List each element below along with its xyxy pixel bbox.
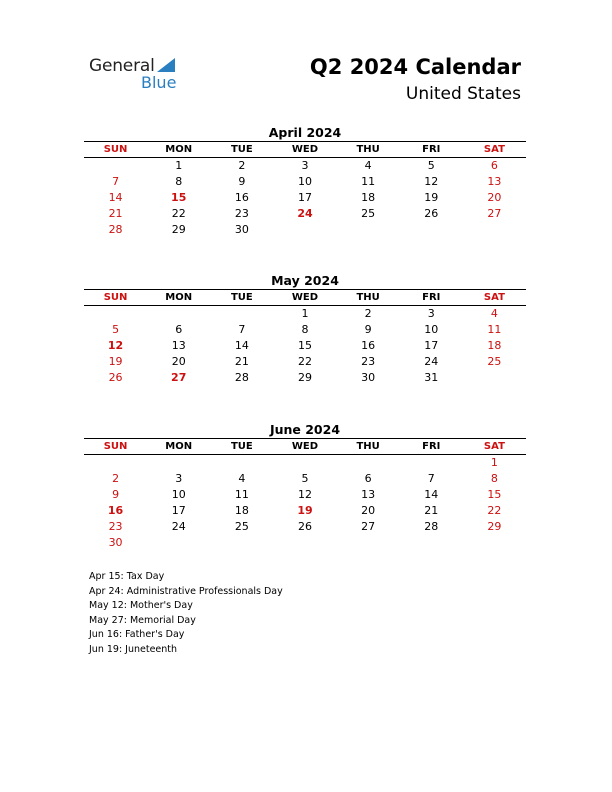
holiday-item: Jun 16: Father's Day <box>89 629 185 640</box>
month-title: April 2024 <box>268 125 342 140</box>
day-cell: 7 <box>427 472 435 485</box>
day-cell: 11 <box>361 175 376 188</box>
day-cell: 19 <box>108 355 123 368</box>
day-cell: 6 <box>490 159 498 172</box>
weekday-label: THU <box>356 144 380 155</box>
weekday-label: SUN <box>103 144 128 155</box>
day-cell: 8 <box>175 175 183 188</box>
day-cell: 30 <box>108 536 123 549</box>
weekday-label: MON <box>165 144 193 155</box>
day-cell: 1 <box>490 456 498 469</box>
day-cell: 29 <box>171 223 186 236</box>
weekday-label: FRI <box>422 441 441 452</box>
day-cell: 17 <box>297 191 312 204</box>
day-cell: 31 <box>424 371 439 384</box>
empty-day-cell <box>463 222 526 238</box>
day-cell: 28 <box>108 223 123 236</box>
day-cell: 30 <box>361 371 376 384</box>
empty-day-cell <box>84 306 147 322</box>
day-cell: 18 <box>234 504 249 517</box>
holiday-item: May 12: Mother's Day <box>89 600 193 611</box>
day-cell: 28 <box>424 520 439 533</box>
day-cell: 19 <box>297 504 313 517</box>
day-cell: 9 <box>112 488 120 501</box>
day-cell: 2 <box>238 159 246 172</box>
day-cell: 1 <box>301 307 309 320</box>
empty-day-cell <box>273 222 336 238</box>
day-cell: 8 <box>490 472 498 485</box>
day-cell: 6 <box>364 472 372 485</box>
page-subtitle: United States <box>405 84 521 104</box>
month-june <box>84 422 526 551</box>
weekday-label: THU <box>356 292 380 303</box>
empty-day-cell <box>210 455 273 471</box>
day-cell: 5 <box>301 472 309 485</box>
empty-day-cell <box>273 455 336 471</box>
holiday-item: Apr 24: Administrative Professionals Day <box>89 585 283 597</box>
day-cell: 25 <box>361 207 376 220</box>
empty-day-cell <box>147 455 210 471</box>
day-cell: 13 <box>361 488 376 501</box>
day-cell: 26 <box>108 371 123 384</box>
day-cell: 29 <box>487 520 502 533</box>
day-cell: 15 <box>487 488 502 501</box>
day-cell: 10 <box>171 488 186 501</box>
day-cell: 18 <box>487 339 502 352</box>
empty-day-cell <box>273 535 336 551</box>
holiday-item: Jun 19: Juneteenth <box>89 643 178 655</box>
day-cell: 24 <box>171 520 186 533</box>
day-cell: 4 <box>490 307 498 320</box>
day-grid <box>84 306 526 386</box>
day-cell: 14 <box>234 339 249 352</box>
day-cell: 19 <box>424 191 439 204</box>
weekday-header <box>84 142 526 157</box>
empty-day-cell <box>400 222 463 238</box>
month-may <box>84 273 526 386</box>
day-cell: 2 <box>112 472 120 485</box>
day-cell: 28 <box>234 371 249 384</box>
day-cell: 26 <box>297 520 312 533</box>
logo-triangle-icon <box>157 58 175 72</box>
day-cell: 16 <box>107 504 124 517</box>
empty-day-cell <box>210 306 273 322</box>
logo-text-general: General <box>89 56 155 76</box>
empty-day-cell <box>400 535 463 551</box>
empty-day-cell <box>147 306 210 322</box>
day-cell: 1 <box>175 159 183 172</box>
day-cell: 29 <box>297 371 312 384</box>
weekday-label: WED <box>291 441 319 452</box>
weekday-label: SAT <box>483 441 505 452</box>
day-cell: 10 <box>424 323 439 336</box>
day-cell: 11 <box>487 323 502 336</box>
day-cell: 25 <box>234 520 249 533</box>
day-cell: 23 <box>234 207 249 220</box>
month-title: May 2024 <box>271 273 339 288</box>
weekday-label: WED <box>291 144 319 155</box>
day-cell: 14 <box>108 191 123 204</box>
logo-text-blue: Blue <box>141 73 177 92</box>
day-cell: 22 <box>171 207 186 220</box>
day-cell: 7 <box>112 175 120 188</box>
day-cell: 2 <box>364 307 372 320</box>
month-april <box>84 125 526 238</box>
weekday-label: TUE <box>230 292 253 303</box>
day-cell: 21 <box>234 355 249 368</box>
empty-day-cell <box>463 370 526 386</box>
day-grid <box>84 158 526 238</box>
day-cell: 22 <box>487 504 502 517</box>
day-cell: 20 <box>361 504 376 517</box>
weekday-label: MON <box>165 441 193 452</box>
day-cell: 13 <box>487 175 502 188</box>
day-cell: 9 <box>364 323 372 336</box>
day-cell: 21 <box>108 207 123 220</box>
day-grid <box>84 455 526 551</box>
day-cell: 5 <box>112 323 120 336</box>
generalblue-logo <box>89 56 189 96</box>
weekday-label: FRI <box>422 292 441 303</box>
day-cell: 7 <box>238 323 246 336</box>
day-cell: 3 <box>301 159 309 172</box>
day-cell: 6 <box>175 323 183 336</box>
day-cell: 24 <box>424 355 439 368</box>
day-cell: 11 <box>234 488 249 501</box>
day-cell: 14 <box>424 488 439 501</box>
day-cell: 4 <box>364 159 372 172</box>
day-cell: 10 <box>297 175 312 188</box>
day-cell: 15 <box>171 191 187 204</box>
day-cell: 16 <box>234 191 249 204</box>
weekday-label: SUN <box>103 292 128 303</box>
day-cell: 23 <box>361 355 376 368</box>
holiday-list <box>89 570 283 657</box>
day-cell: 3 <box>175 472 183 485</box>
day-cell: 20 <box>171 355 186 368</box>
day-cell: 12 <box>107 339 124 352</box>
empty-day-cell <box>400 455 463 471</box>
day-cell: 27 <box>361 520 376 533</box>
day-cell: 26 <box>424 207 439 220</box>
day-cell: 21 <box>424 504 439 517</box>
empty-day-cell <box>337 535 400 551</box>
weekday-label: SUN <box>103 441 128 452</box>
day-cell: 17 <box>424 339 439 352</box>
page-title: Q2 2024 Calendar <box>309 55 521 79</box>
day-cell: 12 <box>297 488 312 501</box>
weekday-label: SAT <box>483 144 505 155</box>
weekday-header <box>84 439 526 454</box>
weekday-label: MON <box>165 292 193 303</box>
weekday-header <box>84 290 526 305</box>
day-cell: 18 <box>361 191 376 204</box>
empty-day-cell <box>84 158 147 174</box>
day-cell: 5 <box>427 159 435 172</box>
day-cell: 24 <box>297 207 313 220</box>
day-cell: 12 <box>424 175 439 188</box>
holiday-item: Apr 15: Tax Day <box>89 571 165 582</box>
empty-day-cell <box>147 535 210 551</box>
holiday-item: May 27: Memorial Day <box>89 614 196 626</box>
day-cell: 3 <box>427 307 435 320</box>
weekday-label: FRI <box>422 144 441 155</box>
empty-day-cell <box>210 535 273 551</box>
day-cell: 20 <box>487 191 502 204</box>
day-cell: 16 <box>361 339 376 352</box>
day-cell: 4 <box>238 472 246 485</box>
empty-day-cell <box>337 222 400 238</box>
empty-day-cell <box>84 455 147 471</box>
day-cell: 27 <box>171 371 187 384</box>
day-cell: 23 <box>108 520 123 533</box>
day-cell: 9 <box>238 175 246 188</box>
day-cell: 13 <box>171 339 186 352</box>
day-cell: 30 <box>234 223 249 236</box>
day-cell: 15 <box>297 339 312 352</box>
month-title: June 2024 <box>269 422 341 437</box>
empty-day-cell <box>337 455 400 471</box>
day-cell: 17 <box>171 504 186 517</box>
day-cell: 25 <box>487 355 502 368</box>
empty-day-cell <box>463 535 526 551</box>
day-cell: 8 <box>301 323 309 336</box>
weekday-label: SAT <box>483 292 505 303</box>
weekday-label: TUE <box>230 441 253 452</box>
day-cell: 22 <box>297 355 312 368</box>
weekday-label: TUE <box>230 144 253 155</box>
day-cell: 27 <box>487 207 502 220</box>
weekday-label: WED <box>291 292 319 303</box>
weekday-label: THU <box>356 441 380 452</box>
